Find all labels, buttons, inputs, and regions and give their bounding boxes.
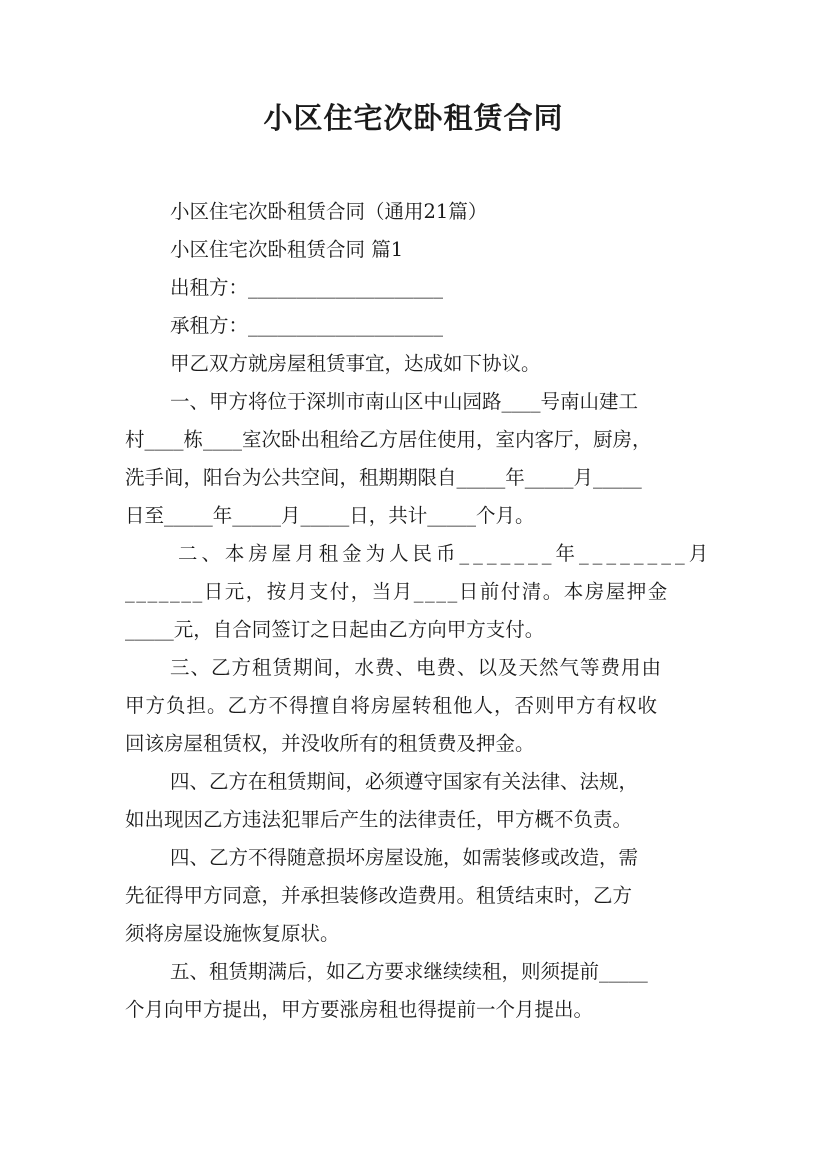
clause-2-line-3: _____元，自合同签订之日起由乙方向甲方支付。: [125, 618, 545, 641]
clause-5-line-1: 五、租赁期满后，如乙方要求继续续租，则须提前_____: [170, 960, 648, 983]
clause-3-line-3: 回该房屋租赁权，并没收所有的租赁费及押金。: [125, 732, 535, 755]
clause-4-line-2: 如出现因乙方违法犯罪后产生的法律责任，甲方概不负责。: [125, 808, 633, 831]
clause-1-line-3: 洗手间，阳台为公共空间，租期期限自_____年_____月_____: [125, 466, 642, 489]
lessee-line: 承租方：____________________: [170, 314, 444, 337]
clause-3-line-2: 甲方负担。乙方不得擅自将房屋转租他人，否则甲方有权收: [125, 694, 659, 717]
clause-4b-line-1: 四、乙方不得随意损坏房屋设施，如需装修或改造，需: [170, 846, 639, 869]
lessor-line: 出租方：____________________: [170, 276, 444, 299]
document-title: 小区住宅次卧租赁合同: [263, 101, 564, 135]
subtitle-line: 小区住宅次卧租赁合同（通用21篇）: [170, 200, 488, 223]
clause-3-line-1: 三、乙方租赁期间，水费、电费、以及天然气等费用由: [170, 656, 663, 679]
clause-4b-line-2: 先征得甲方同意，并承担装修改造费用。租赁结束时，乙方: [125, 884, 633, 907]
clause-1-line-1: 一、甲方将位于深圳市南山区中山园路____号南山建工: [170, 390, 639, 413]
clause-2-line-2: _______日元，按月支付，当月____日前付清。本房屋押金: [125, 580, 669, 603]
clause-1-line-4: 日至_____年_____月_____日，共计_____个月。: [125, 504, 535, 527]
clause-4-line-1: 四、乙方在租赁期间，必须遵守国家有关法律、法规，: [170, 770, 639, 793]
section-heading: 小区住宅次卧租赁合同 篇1: [170, 238, 404, 261]
agreement-intro: 甲乙双方就房屋租赁事宜，达成如下协议。: [170, 352, 541, 375]
clause-4b-line-3: 须将房屋设施恢复原状。: [125, 922, 340, 945]
clause-5-line-2: 个月向甲方提出，甲方要涨房租也得提前一个月提出。: [125, 998, 594, 1021]
clause-2-line-1: 二、本房屋月租金为人民币_______年________月: [178, 542, 713, 565]
clause-1-line-2: 村____栋____室次卧出租给乙方居住使用，室内客厅，厨房，: [125, 428, 652, 451]
